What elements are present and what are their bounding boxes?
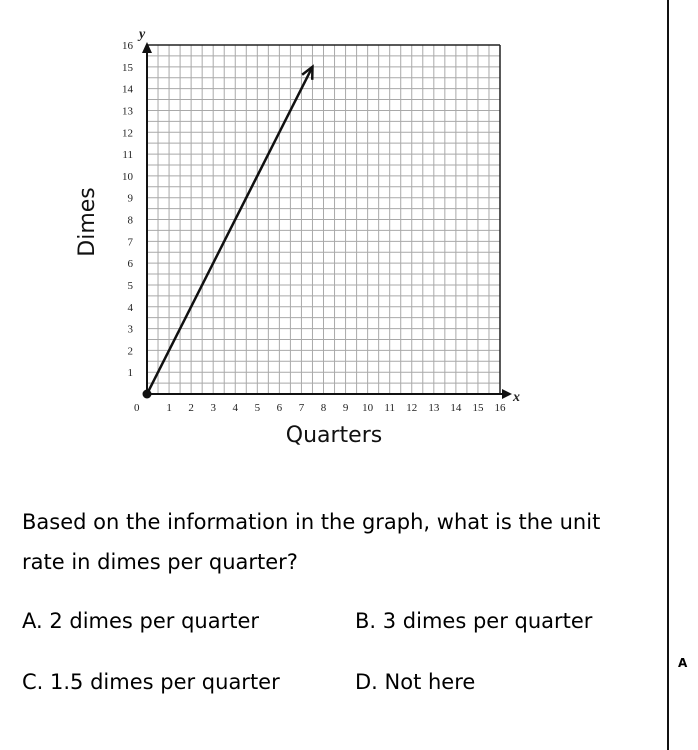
x-tick-label: 7 [298,402,305,414]
x-tick-label: 8 [320,402,327,414]
x-tick-label: 6 [276,402,283,414]
y-tick-label: 2 [127,345,133,358]
y-tick-label: 6 [127,258,133,271]
x-axis-title: Quarters [285,423,383,448]
x-tick-label: 1 [166,402,172,414]
y-tick-label: 3 [127,323,133,336]
y-tick-label: 7 [127,236,133,249]
x-tick-label: 3 [210,402,216,414]
x-tick-label: 9 [342,402,349,414]
side-answer-label: A [678,656,688,670]
x-tick-label: 10 [362,402,374,414]
y-tick-label: 15 [122,61,133,74]
x-tick-label: 2 [188,402,194,414]
option-a[interactable]: A. 2 dimes per quarter [22,609,260,633]
y-tick-label: 4 [127,301,133,314]
y-tick-label: 16 [122,40,133,52]
y-tick-label: 12 [122,127,133,140]
axes [142,42,512,399]
y-tick-label: 10 [122,170,133,183]
x-tick-label: 13 [428,402,440,414]
chart [0,0,560,460]
option-c[interactable]: C. 1.5 dimes per quarter [22,670,280,694]
y-tick-label: 11 [122,149,133,162]
x-tick-label: 4 [232,402,238,414]
x-tick-label: 11 [384,402,395,414]
option-d[interactable]: D. Not here [355,670,476,694]
x-tick-label: 12 [406,402,418,414]
origin-label: 0 [134,402,140,414]
y-tick-label: 1 [127,367,133,380]
x-tick-label: 5 [254,402,261,414]
x-axis-arrowhead [502,389,512,399]
page-divider [667,0,669,750]
y-tick-label: 13 [122,105,133,118]
y-axis-title: Dimes [75,187,100,257]
y-tick-label: 8 [127,214,133,227]
x-axis-letter: x [513,390,520,405]
y-axis-arrowhead [142,42,152,53]
question-text: Based on the information in the graph, what is the unit rate in dimes per quarter? [22,510,601,574]
y-axis-letter: y [139,27,146,42]
x-tick-label: 14 [450,402,462,414]
x-tick-label: 15 [472,402,484,414]
series-start-point [143,390,152,399]
y-tick-label: 5 [127,279,133,292]
series [143,67,313,399]
grid [147,45,500,394]
option-b[interactable]: B. 3 dimes per quarter [355,609,593,633]
x-tick-label: 16 [494,402,506,414]
y-tick-label: 9 [127,192,133,205]
y-tick-label: 14 [122,83,133,96]
